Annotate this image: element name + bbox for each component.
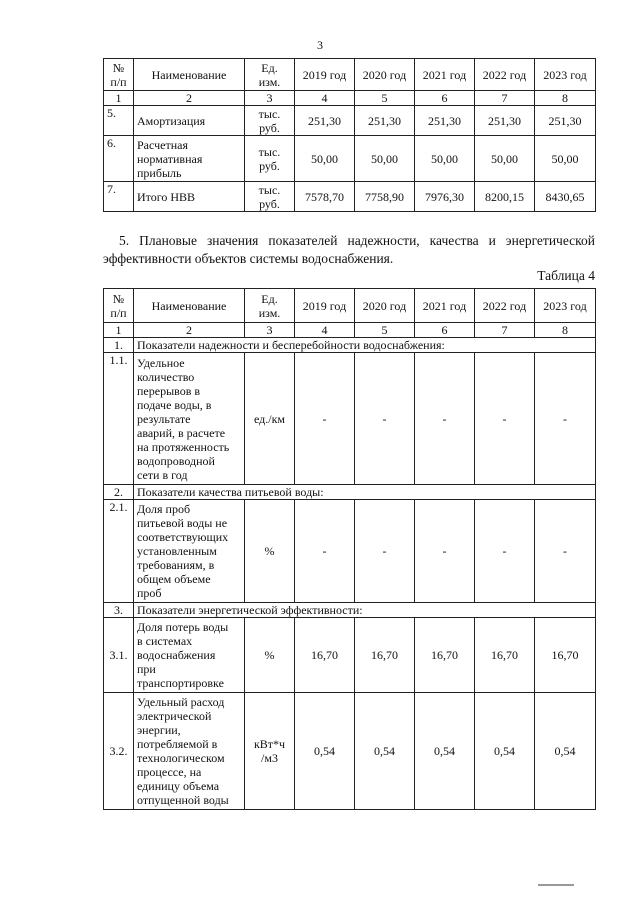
row-name: Расчетная нормативная прибыль	[134, 136, 245, 182]
header-num: № п/п	[104, 289, 134, 323]
row-value: -	[295, 353, 355, 485]
section-paragraph: 5. Плановые значения показателей надежности, качества и энергетической эффективности объектов системы водоснабжения.	[103, 233, 595, 266]
row-name: Итого НВВ	[134, 182, 245, 212]
table-caption: Таблица 4	[537, 268, 595, 283]
row-value: -	[535, 500, 596, 603]
row-name: Удельный расход электрической энергии, потребляемой в технологическом процессе, на единицу объема отпущенной воды	[134, 693, 245, 810]
row-value: 7578,70	[295, 182, 355, 212]
row-value: 251,30	[535, 106, 596, 136]
table-header-row	[104, 59, 596, 91]
header-unit: Ед. изм.	[245, 289, 295, 323]
row-num: 5.	[104, 106, 134, 136]
row-unit: кВт*ч /м3	[245, 693, 295, 810]
row-value: 50,00	[295, 136, 355, 182]
header-year: 2022 год	[475, 289, 535, 323]
col-number: 7	[475, 91, 535, 106]
row-value: 0,54	[355, 693, 415, 810]
header-year: 2022 год	[475, 59, 535, 91]
section-num: 2.	[104, 485, 134, 500]
header-name: Наименование	[134, 59, 245, 91]
row-num: 3.1.	[104, 618, 134, 693]
row-value: 50,00	[415, 136, 475, 182]
header-year: 2020 год	[355, 59, 415, 91]
row-value: 16,70	[475, 618, 535, 693]
row-num: 6.	[104, 136, 134, 182]
row-value: 251,30	[355, 106, 415, 136]
table-row-total	[104, 182, 596, 212]
column-number-row	[104, 91, 596, 106]
row-value: 16,70	[535, 618, 596, 693]
row-value: 7758,90	[355, 182, 415, 212]
header-year: 2023 год	[535, 289, 596, 323]
header-year: 2020 год	[355, 289, 415, 323]
col-number: 5	[355, 91, 415, 106]
row-unit: ед./км	[245, 353, 295, 485]
header-year: 2019 год	[295, 59, 355, 91]
col-number: 1	[104, 323, 134, 338]
section-row	[104, 338, 596, 353]
header-num: № п/п	[104, 59, 134, 91]
row-unit: тыс. руб.	[245, 182, 295, 212]
col-number: 4	[295, 323, 355, 338]
row-value: -	[415, 500, 475, 603]
row-num: 7.	[104, 182, 134, 212]
row-value: -	[295, 500, 355, 603]
section-row	[104, 485, 596, 500]
header-year: 2019 год	[295, 289, 355, 323]
row-value: -	[475, 353, 535, 485]
col-number: 1	[104, 91, 134, 106]
col-number: 8	[535, 91, 596, 106]
row-value: 16,70	[295, 618, 355, 693]
row-value: 8200,15	[475, 182, 535, 212]
col-number: 2	[134, 323, 245, 338]
indicators-table	[103, 288, 596, 810]
row-value: -	[475, 500, 535, 603]
row-value: 50,00	[355, 136, 415, 182]
row-value: 50,00	[535, 136, 596, 182]
scan-artifact	[538, 884, 574, 886]
table-row	[104, 353, 596, 485]
page-number: 3	[317, 38, 323, 52]
section-num: 3.	[104, 603, 134, 618]
row-value: 0,54	[295, 693, 355, 810]
col-number: 5	[355, 323, 415, 338]
header-year: 2021 год	[415, 289, 475, 323]
row-value: 0,54	[415, 693, 475, 810]
header-name: Наименование	[134, 289, 245, 323]
row-value: 16,70	[415, 618, 475, 693]
col-number: 3	[245, 323, 295, 338]
row-num: 2.1.	[104, 500, 134, 603]
col-number: 7	[475, 323, 535, 338]
col-number: 3	[245, 91, 295, 106]
col-number: 6	[415, 91, 475, 106]
table-row	[104, 136, 596, 182]
col-number: 8	[535, 323, 596, 338]
table-row	[104, 693, 596, 810]
row-unit: тыс. руб.	[245, 106, 295, 136]
table-header-row	[104, 289, 596, 323]
row-value: 251,30	[415, 106, 475, 136]
row-value: -	[355, 353, 415, 485]
row-num: 1.1.	[104, 353, 134, 485]
row-value: -	[535, 353, 596, 485]
row-num: 3.2.	[104, 693, 134, 810]
row-value: 50,00	[475, 136, 535, 182]
column-number-row	[104, 323, 596, 338]
table-row	[104, 618, 596, 693]
header-year: 2023 год	[535, 59, 596, 91]
table-row	[104, 106, 596, 136]
header-year: 2021 год	[415, 59, 475, 91]
row-unit: %	[245, 618, 295, 693]
row-value: 0,54	[475, 693, 535, 810]
section-title: Показатели надежности и бесперебойности водоснабжения:	[134, 338, 596, 353]
row-value: 251,30	[475, 106, 535, 136]
section-row	[104, 603, 596, 618]
row-name: Амортизация	[134, 106, 245, 136]
row-value: 16,70	[355, 618, 415, 693]
col-number: 6	[415, 323, 475, 338]
row-value: 7976,30	[415, 182, 475, 212]
header-unit: Ед. изм.	[245, 59, 295, 91]
table-row	[104, 500, 596, 603]
row-value: 8430,65	[535, 182, 596, 212]
row-value: -	[415, 353, 475, 485]
row-value: 0,54	[535, 693, 596, 810]
row-name: Удельное количество перерывов в подаче воды, в результате аварий, в расчете на протяженность водопроводной сети в год	[134, 353, 245, 485]
row-value: -	[355, 500, 415, 603]
row-unit: %	[245, 500, 295, 603]
col-number: 2	[134, 91, 245, 106]
section-title: Показатели качества питьевой воды:	[134, 485, 596, 500]
row-value: 251,30	[295, 106, 355, 136]
section-num: 1.	[104, 338, 134, 353]
col-number: 4	[295, 91, 355, 106]
section-title: Показатели энергетической эффективности:	[134, 603, 596, 618]
row-name: Доля потерь воды в системах водоснабжения при транспортировке	[134, 618, 245, 693]
tariff-table	[103, 58, 596, 212]
row-unit: тыс. руб.	[245, 136, 295, 182]
row-name: Доля проб питьевой воды не соответствующих установленным требованиям, в общем объеме проб	[134, 500, 245, 603]
